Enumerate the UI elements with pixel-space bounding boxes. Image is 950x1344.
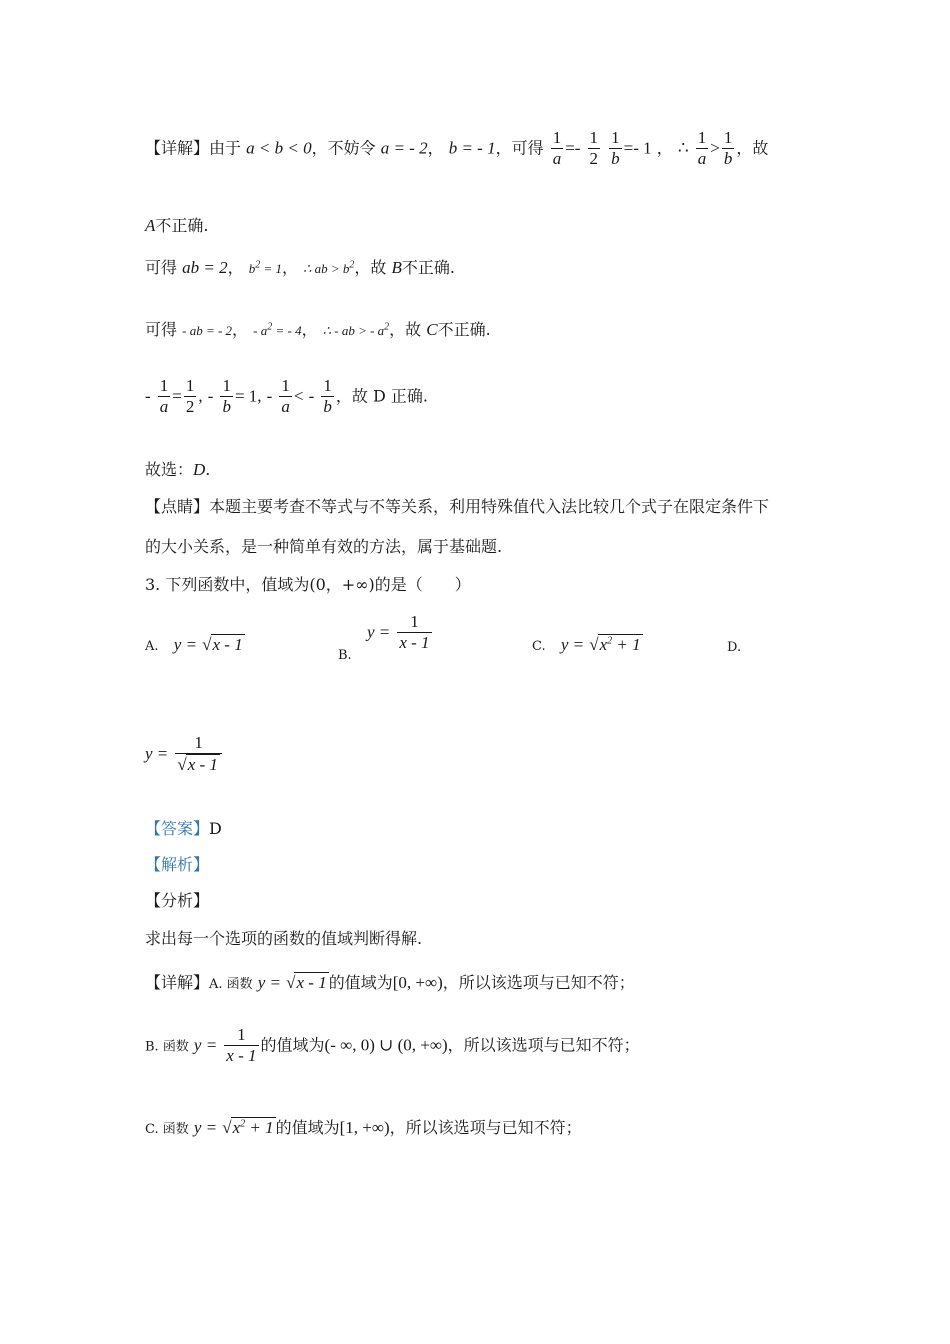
option-c: C. $y = √x^2 + 1$ xyxy=(532,635,641,654)
fenxi-label: 【分析】 xyxy=(145,891,210,910)
detail-line-c: 可得 - ab = - 2， - $a^2$ = - 4， ∴ - ab > - $a^2$，故 C不正确. xyxy=(145,320,491,339)
detail-line-a: A不正确. xyxy=(145,216,209,235)
detail-line-d: - $\frac{1}{a}$ = $\frac{1}{2}$ , - $\frac{1}{b}$ = 1, - $\frac{1}{a}$ < - $\frac{1}{b}$ ，故 D 正确. xyxy=(145,376,428,417)
option-d: D. xyxy=(727,640,742,655)
solution-c: C. 函数 $y = √x^2 + 1$ 的值域为[1, +∞)，所以该选项与已知不符； xyxy=(145,1118,582,1137)
comment-line-1: 【点睛】本题主要考查不等式与不等关系，利用特殊值代入法比较几个式子在限定条件下 xyxy=(145,497,770,516)
options-row xyxy=(145,612,825,664)
detail-line-b: 可得 ab = 2， $b^2 = 1$， ∴ ab > $b^2$，故 B不正确. xyxy=(145,258,455,277)
answer-line: 【答案】D xyxy=(145,819,222,838)
sqrt-x-minus-1: √x - 1 xyxy=(202,635,243,654)
solution-a: 【详解】A. 函数 y = √x - 1 的值域为[0, +∞)，所以该选项与已知不符； xyxy=(145,973,635,992)
fraction-1-over-b: $\frac{1}{b}$ xyxy=(611,128,620,169)
fraction-1-over-a: $\frac{1}{a}$ xyxy=(552,128,562,169)
solution-b: B. 函数 y = $\frac{1}{x - 1}$ 的值域为(- ∞, 0) ∪ (0, +∞)，所以该选项与已知不符； xyxy=(145,1025,640,1066)
comment-line-2: 的大小关系，是一种简单有效的方法，属于基础题. xyxy=(145,537,503,556)
fraction-1-over-a-2: $\frac{1}{a}$ xyxy=(697,128,707,169)
fenxi-text: 求出每一个选项的函数的值域判断得解. xyxy=(145,929,423,948)
option-a: A. y = √x - 1 xyxy=(145,635,243,654)
question-3: 3. 下列函数中，值域为(0，+∞)的是（ ） xyxy=(145,575,471,594)
detail-line-1: 【详解】由于 a < b < 0，不妨令 a = - 2， b = - 1，可得 $\frac{1}{a}$ =- $\frac{1}{2}$ $\frac{1}{b}$ =- 1 ， ∴ $\frac{1}{a}$ > $\frac{1}{b}$ ，故 xyxy=(145,128,769,169)
choice-line: 故选：D. xyxy=(145,460,211,479)
fraction-1-over-b-2: $\frac{1}{b}$ xyxy=(723,128,733,169)
fraction-1-over-2: $\frac{1}{2}$ xyxy=(589,128,599,169)
analysis-label: 【解析】 xyxy=(145,855,210,874)
option-d-formula: y = $\frac{1}{√x - 1}$ xyxy=(145,733,224,776)
option-b: $_{B.}$ y = $\frac{1}{x - 1}$ xyxy=(338,612,430,664)
